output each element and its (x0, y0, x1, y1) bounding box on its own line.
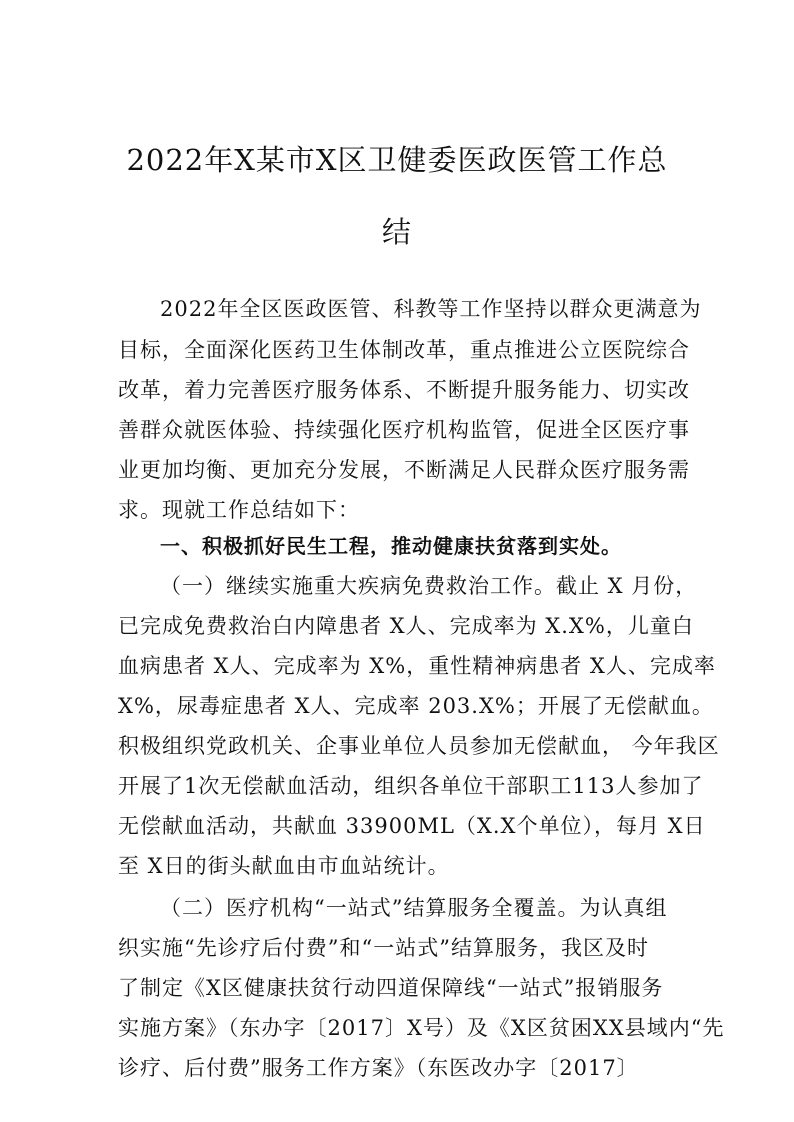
body-line-3: 改革，着力完善医疗服务体系、不断提升服务能力、切实改 (118, 378, 690, 402)
body-line-19: 实施方案》（东办字〔2017〕X号）及《X区贫困XX县域内“先 (118, 1016, 725, 1040)
body-line-14: 无偿献血活动，共献血 33900ML（X.X个单位），每月 X日 (118, 814, 706, 838)
body-line-1: 2022年全区医政医管、科教等工作坚持以群众更满意为 (160, 297, 702, 321)
body-line-17: 织实施“先诊疗后付费”和“一站式”结算服务，我区及时 (118, 936, 649, 960)
document-title-line-2: 结 (381, 215, 412, 249)
body-line-12: 积极组织党政机关、企事业单位人员参加无偿献血， 今年我区 (118, 734, 720, 758)
body-line-4: 善群众就医体验、持续强化医疗机构监管，促进全区医疗事 (118, 418, 690, 442)
body-line-8: （一）继续实施重大疾病免费救治工作。截止 X 月份， (160, 574, 698, 598)
body-line-10: 血病患者 X人、完成率为 X%，重性精神病患者 X人、完成率 (118, 654, 716, 678)
body-line-11: X%，尿毒症患者 X人、完成率 203.X%；开展了无偿献血。 (118, 694, 714, 718)
body-line-6: 求。现就工作总结如下： (118, 498, 360, 522)
body-line-5: 业更加均衡、更加充分发展，不断满足人民群众医疗服务需 (118, 458, 690, 482)
body-line-13: 开展了1次无偿献血活动，组织各单位干部职工113人参加了 (118, 774, 704, 798)
body-line-15: 至 X日的街头献血由市血站统计。 (118, 854, 450, 878)
body-line-9: 已完成免费救治白内障患者 X人、完成率为 X.X%，儿童白 (118, 614, 694, 638)
body-line-16: （二）医疗机构“一站式”结算服务全覆盖。为认真组 (160, 896, 668, 920)
body-line-20: 诊疗、后付费”服务工作方案》（东医改办字〔2017〕 (118, 1056, 639, 1080)
body-line-2: 目标，全面深化医药卫生体制改革，重点推进公立医院综合 (118, 338, 690, 362)
body-line-18: 了制定《X区健康扶贫行动四道保障线“一站式”报销服务 (118, 976, 664, 1000)
document-title-line-1: 2022年X某市X区卫健委医政医管工作总 (126, 143, 668, 177)
section-heading-1: 一、积极抓好民生工程，推动健康扶贫落到实处。 (160, 534, 622, 558)
